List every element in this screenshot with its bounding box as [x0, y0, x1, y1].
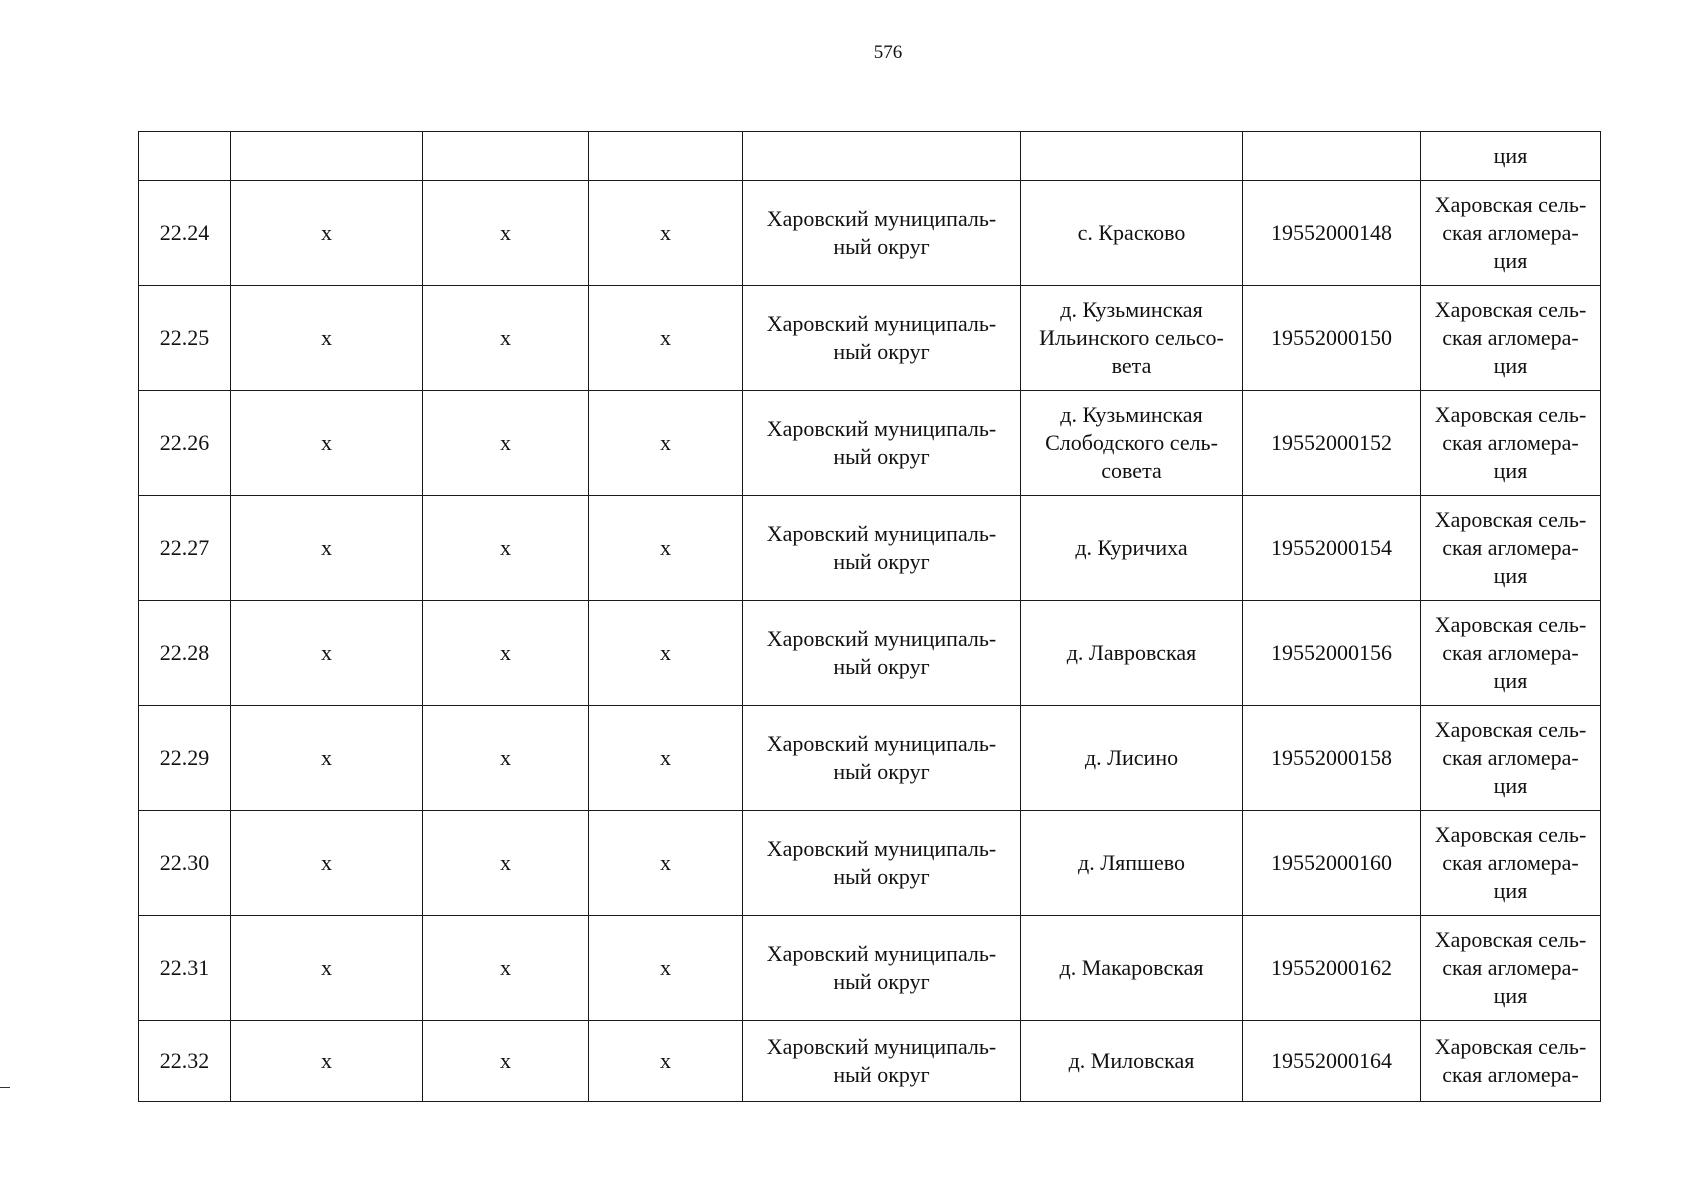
row-number [139, 391, 231, 496]
municipality-cell-line: Харовский муниципаль- [766, 311, 997, 336]
agglomeration-cell-line: Харовская сель- [1434, 612, 1587, 637]
cell-x1 [231, 601, 423, 706]
oktmo-code-cell [1243, 1021, 1421, 1102]
municipality-cell [743, 391, 1021, 496]
cell-x2-line: х [500, 955, 511, 980]
cell-x1-line: х [321, 745, 332, 770]
oktmo-code-cell [1243, 706, 1421, 811]
table-header-continuation-row [139, 132, 1601, 181]
cell-x2 [423, 706, 589, 811]
settlement-cell-line: с. Красково [1077, 220, 1186, 245]
oktmo-code-cell [1243, 916, 1421, 1021]
row-number [139, 916, 231, 1021]
municipality-cell-line: ный округ [833, 339, 930, 364]
cell-x3 [589, 391, 743, 496]
row-number [139, 496, 231, 601]
row-number-line: 22.27 [159, 535, 210, 560]
agglomeration-cell-line: Харовская сель- [1434, 507, 1587, 532]
cell-x3 [589, 601, 743, 706]
settlements-table [138, 131, 1601, 1102]
oktmo-code-cell-line: 19552000150 [1271, 325, 1392, 350]
settlement-cell-line: д. Кузьминская [1060, 402, 1203, 427]
settlement-cell-line: д. Миловская [1068, 1048, 1195, 1073]
row-number-line: 22.25 [159, 325, 210, 350]
cell-x1 [231, 181, 423, 286]
settlement-cell-line: вета [1111, 353, 1152, 378]
page-number: 576 [873, 42, 903, 63]
municipality-cell-line: Харовский муниципаль- [766, 731, 997, 756]
cell-x1-line: х [321, 955, 332, 980]
agglomeration-cell-line: Харовская сель- [1434, 192, 1587, 217]
municipality-cell-line: ный округ [833, 1062, 930, 1087]
settlement-cell-line: совета [1101, 458, 1162, 483]
municipality-cell-line: Харовский муниципаль- [766, 206, 997, 231]
settlement-cell [1021, 391, 1243, 496]
cell-x3-line: х [660, 640, 671, 665]
cell-x3-line: х [660, 1048, 671, 1073]
row-number-line: 22.24 [159, 220, 210, 245]
agglomeration-cell-line: ция [1493, 983, 1528, 1008]
agglomeration-cell-line: ская агломера- [1442, 220, 1579, 245]
settlement-cell [1021, 916, 1243, 1021]
oktmo-code-cell [1243, 391, 1421, 496]
oktmo-code-cell [1243, 496, 1421, 601]
agglomeration-cell-line: ция [1493, 248, 1528, 273]
oktmo-code-cell-line: 19552000156 [1271, 640, 1392, 665]
header-cell-num [139, 132, 231, 181]
agglomeration-cell [1421, 286, 1601, 391]
municipality-cell [743, 496, 1021, 601]
cell-x2-line: х [500, 745, 511, 770]
table-row [139, 916, 1601, 1021]
header-cell-agglomeration: ция [1421, 132, 1601, 181]
row-number [139, 1021, 231, 1102]
cell-x3 [589, 181, 743, 286]
margin-mark [0, 1087, 10, 1088]
settlement-cell [1021, 601, 1243, 706]
row-number [139, 706, 231, 811]
cell-x1 [231, 1021, 423, 1102]
table-row [139, 706, 1601, 811]
cell-x3-line: х [660, 745, 671, 770]
cell-x1-line: х [321, 1048, 332, 1073]
cell-x2 [423, 1021, 589, 1102]
settlement-cell-line: д. Лавровская [1066, 640, 1197, 665]
agglomeration-cell [1421, 916, 1601, 1021]
cell-x1-line: х [321, 430, 332, 455]
cell-x1-line: х [321, 535, 332, 560]
agglomeration-cell-line: ция [1493, 878, 1528, 903]
municipality-cell-line: ный округ [833, 864, 930, 889]
agglomeration-cell-line: ция [1493, 773, 1528, 798]
cell-x3 [589, 1021, 743, 1102]
agglomeration-cell [1421, 1021, 1601, 1102]
agglomeration-cell-line: ская агломера- [1442, 640, 1579, 665]
settlement-cell [1021, 181, 1243, 286]
municipality-cell [743, 181, 1021, 286]
cell-x1 [231, 286, 423, 391]
agglomeration-cell-line: ция [1493, 668, 1528, 693]
cell-x3 [589, 706, 743, 811]
agglomeration-cell-line: ская агломера- [1442, 955, 1579, 980]
row-number [139, 286, 231, 391]
settlement-cell-line: д. Кузьминская [1060, 297, 1203, 322]
cell-x3-line: х [660, 955, 671, 980]
cell-x3-line: х [660, 430, 671, 455]
settlement-cell [1021, 286, 1243, 391]
settlement-cell-line: д. Лисино [1084, 745, 1179, 770]
cell-x2 [423, 286, 589, 391]
row-number-line: 22.29 [159, 745, 210, 770]
cell-x2-line: х [500, 325, 511, 350]
agglomeration-cell-line: ская агломера- [1442, 1062, 1579, 1087]
agglomeration-cell-line: Харовская сель- [1434, 717, 1587, 742]
cell-x3-line: х [660, 325, 671, 350]
oktmo-code-cell [1243, 811, 1421, 916]
cell-x1-line: х [321, 220, 332, 245]
oktmo-code-cell-line: 19552000158 [1271, 745, 1392, 770]
municipality-cell-line: Харовский муниципаль- [766, 626, 997, 651]
agglomeration-cell-line: ская агломера- [1442, 325, 1579, 350]
cell-x1 [231, 391, 423, 496]
oktmo-code-cell [1243, 601, 1421, 706]
agglomeration-cell-line: ция [1493, 458, 1528, 483]
settlement-cell [1021, 496, 1243, 601]
agglomeration-cell-line: ция [1493, 353, 1528, 378]
agglomeration-cell [1421, 601, 1601, 706]
settlement-cell-line: д. Куричиха [1075, 535, 1188, 560]
cell-x3-line: х [660, 850, 671, 875]
header-cell-code [1243, 132, 1421, 181]
cell-x2-line: х [500, 1048, 511, 1073]
settlement-cell-line: д. Ляпшево [1078, 850, 1185, 875]
agglomeration-cell-line: ская агломера- [1442, 535, 1579, 560]
header-cell-municipality [743, 132, 1021, 181]
header-cell-c1 [231, 132, 423, 181]
agglomeration-cell-line: Харовская сель- [1434, 927, 1587, 952]
agglomeration-cell-line: Харовская сель- [1434, 297, 1587, 322]
row-number [139, 601, 231, 706]
row-number-line: 22.26 [159, 430, 210, 455]
agglomeration-cell [1421, 181, 1601, 286]
agglomeration-cell-line: Харовская сель- [1434, 822, 1587, 847]
cell-x2 [423, 811, 589, 916]
oktmo-code-cell-line: 19552000162 [1271, 955, 1392, 980]
cell-x2-line: х [500, 535, 511, 560]
agglomeration-cell-line: ская агломера- [1442, 430, 1579, 455]
agglomeration-cell [1421, 811, 1601, 916]
cell-x2-line: х [500, 640, 511, 665]
row-number-line: 22.31 [159, 955, 210, 980]
cell-x2-line: х [500, 850, 511, 875]
table-row [139, 496, 1601, 601]
agglomeration-cell [1421, 391, 1601, 496]
municipality-cell [743, 601, 1021, 706]
row-number-line: 22.32 [159, 1048, 210, 1073]
cell-x3-line: х [660, 535, 671, 560]
cell-x3 [589, 916, 743, 1021]
cell-x1-line: х [321, 325, 332, 350]
municipality-cell [743, 1021, 1021, 1102]
table-row [139, 181, 1601, 286]
cell-x1 [231, 496, 423, 601]
municipality-cell [743, 286, 1021, 391]
agglomeration-cell-line: Харовская сель- [1434, 1034, 1587, 1059]
agglomeration-cell-line: ская агломера- [1442, 850, 1579, 875]
table-row [139, 391, 1601, 496]
agglomeration-cell [1421, 706, 1601, 811]
municipality-cell-line: Харовский муниципаль- [766, 521, 997, 546]
cell-x2 [423, 391, 589, 496]
cell-x1 [231, 811, 423, 916]
municipality-cell-line: Харовский муниципаль- [766, 416, 997, 441]
table-row [139, 811, 1601, 916]
municipality-cell [743, 811, 1021, 916]
oktmo-code-cell-line: 19552000160 [1271, 850, 1392, 875]
header-cell-settlement [1021, 132, 1243, 181]
table-row [139, 601, 1601, 706]
cell-x1 [231, 706, 423, 811]
cell-x1 [231, 916, 423, 1021]
cell-x2-line: х [500, 430, 511, 455]
cell-x3 [589, 496, 743, 601]
row-number [139, 181, 231, 286]
settlement-cell [1021, 1021, 1243, 1102]
table-body [139, 132, 1601, 1102]
cell-x1-line: х [321, 850, 332, 875]
municipality-cell-line: Харовский муниципаль- [766, 1034, 997, 1059]
oktmo-code-cell-line: 19552000164 [1271, 1048, 1392, 1073]
header-cell-c2 [423, 132, 589, 181]
cell-x2-line: х [500, 220, 511, 245]
municipality-cell-line: ный округ [833, 234, 930, 259]
cell-x1-line: х [321, 640, 332, 665]
municipality-cell-line: Харовский муниципаль- [766, 836, 997, 861]
row-number [139, 811, 231, 916]
cell-x2 [423, 916, 589, 1021]
municipality-cell-line: ный округ [833, 759, 930, 784]
settlement-cell-line: Ильинского сельсо- [1039, 325, 1224, 350]
settlement-cell-line: Слободского сель- [1045, 430, 1218, 455]
cell-x3 [589, 286, 743, 391]
cell-x3-line: х [660, 220, 671, 245]
oktmo-code-cell [1243, 181, 1421, 286]
table-row [139, 286, 1601, 391]
agglomeration-cell-line: ция [1493, 563, 1528, 588]
municipality-cell-line: Харовский муниципаль- [766, 941, 997, 966]
municipality-cell-line: ный округ [833, 549, 930, 574]
oktmo-code-cell-line: 19552000148 [1271, 220, 1392, 245]
agglomeration-cell-line: ская агломера- [1442, 745, 1579, 770]
municipality-cell [743, 706, 1021, 811]
row-number-line: 22.28 [159, 640, 210, 665]
settlement-cell-line: д. Макаровская [1059, 955, 1204, 980]
header-cell-c3 [589, 132, 743, 181]
agglomeration-cell [1421, 496, 1601, 601]
row-number-line: 22.30 [159, 850, 210, 875]
cell-x2 [423, 601, 589, 706]
municipality-cell-line: ный округ [833, 654, 930, 679]
settlement-cell [1021, 706, 1243, 811]
agglomeration-cell-line: Харовская сель- [1434, 402, 1587, 427]
cell-x2 [423, 181, 589, 286]
oktmo-code-cell-line: 19552000152 [1271, 430, 1392, 455]
table-row [139, 1021, 1601, 1102]
municipality-cell-line: ный округ [833, 969, 930, 994]
settlement-cell [1021, 811, 1243, 916]
municipality-cell [743, 916, 1021, 1021]
cell-x2 [423, 496, 589, 601]
oktmo-code-cell-line: 19552000154 [1271, 535, 1392, 560]
oktmo-code-cell [1243, 286, 1421, 391]
cell-x3 [589, 811, 743, 916]
municipality-cell-line: ный округ [833, 444, 930, 469]
